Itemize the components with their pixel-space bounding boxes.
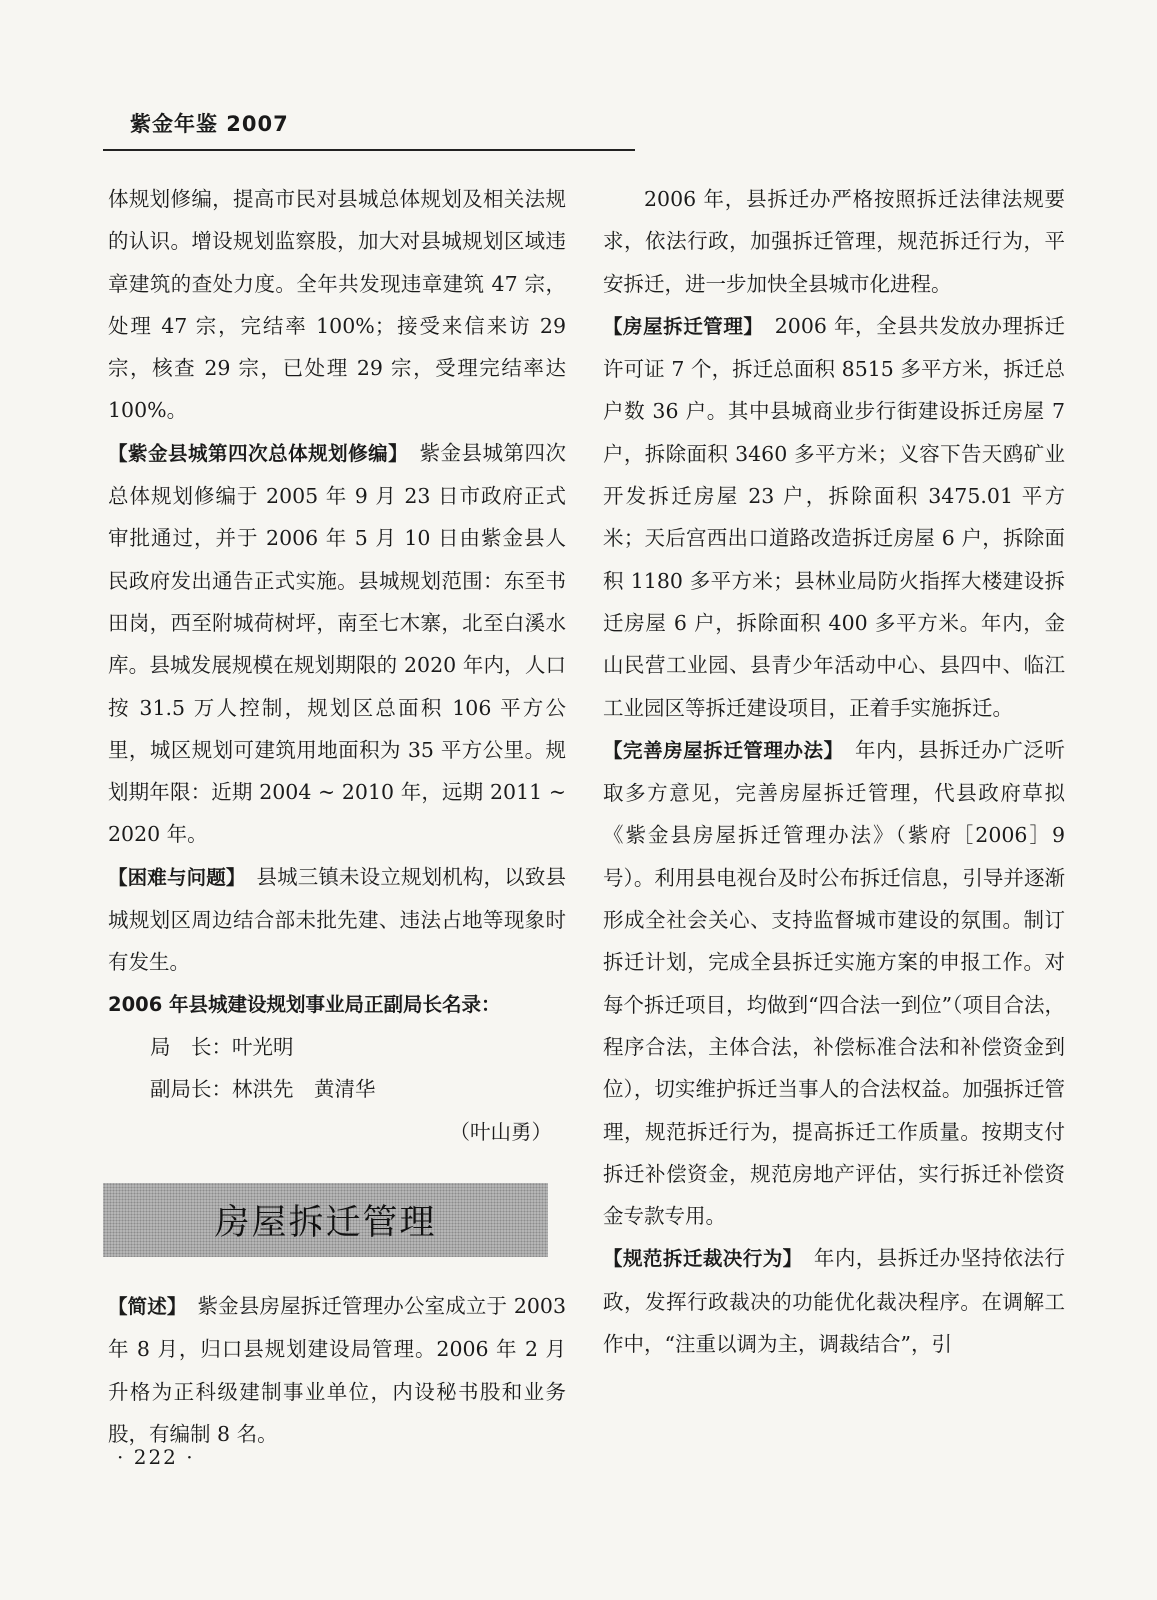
section-body: 紫金县房屋拆迁管理办公室成立于 2003 年 8 月，归口县规划建设局管理。2006 年 2 月升格为正科级建制事业单位，内设秘书股和业务股，有编制 8 名。 [108, 1294, 567, 1446]
section-banner [103, 1183, 548, 1257]
section-body: 2006 年，全县共发放办理拆迁许可证 7 个，拆迁总面积 8515 多平方米，拆迁总户数 36 户。其中县城商业步行街建设拆迁房屋 7 户，拆除面积 3460 多平方米；义容下告天鸥矿业开发拆迁房屋 23 户，拆除面积 3475.01 平方米；天后宫西出口道路改造拆迁房屋 6 户，拆除面积 1180 多平方米；县林业局防火指挥大楼建设拆迁房屋 6 户，拆除面积 400 多平方米。年内，金山民营工业园、县青少年活动中心、县四中、临江工业园区等拆迁建设项目，正着手实施拆迁。 [603, 313, 1065, 720]
left-column-lower [108, 1285, 566, 1455]
right-column [603, 178, 1065, 1365]
right-paragraph-1: 2006 年，县拆迁办严格按照拆迁法律法规要求，依法行政，加强拆迁管理，规范拆迁行为，平安拆迁，进一步加快全县城市化进程。 [603, 187, 1065, 296]
section-heading: 【房屋拆迁管理】 [603, 314, 754, 338]
running-header: 紫金年鉴 2007 [130, 112, 289, 136]
section-heading: 【紫金县城第四次总体规划修编】 [108, 441, 399, 465]
left-paragraph-1: 体规划修编，提高市民对县城总体规划及相关法规的认识。增设规划监察股，加大对县城规划区域违章建筑的查处力度。全年共发现违章建筑 47 宗，处理 47 宗，完结率 100%；接受来信来访 29 宗，核查 29 宗，已处理 29 宗，受理完结率达 100%。 [108, 187, 566, 423]
section-body: 年内，县拆迁办广泛听取多方意见，完善房屋拆迁管理，代县政府草拟《紫金县房屋拆迁管理办法》（紫府［2006］9 号）。利用县电视台及时公布拆迁信息，引导并逐渐形成全社会关心、支持监督城市建设的氛围。制订拆迁计划，完成全县拆迁实施方案的申报工作。对每个拆迁项目，均做到“四合法一到位”（项目合法，程序合法，主体合法，补偿标准合法和补偿资金到位），切实维护拆迁当事人的合法权益。加强拆迁管理，规范拆迁行为，提高拆迁工作质量。按期支付拆迁补偿资金，规范房地产评估，实行拆迁补偿资金专款专用。 [603, 737, 1066, 1229]
section-heading: 【简述】 [108, 1295, 177, 1318]
header-rule [103, 149, 635, 151]
left-paragraph-2 [108, 432, 566, 856]
section-body: 县城三镇未设立规划机构，以致县城规划区周边结合部未批先建、违法占地等现象时有发生。 [108, 864, 566, 975]
section-heading: 【困难与问题】 [108, 865, 236, 889]
author-credit: （叶山勇） [449, 1119, 552, 1144]
section-body: 年内，县拆迁办坚持依法行政，发挥行政裁决的功能优化裁决程序。在调解工作中，“注重以调为主，调裁结合”，引 [603, 1246, 1065, 1357]
deputy-director-names: 副局长：林洪先 黄清华 [150, 1077, 376, 1102]
page-number: · 222 · [117, 1445, 195, 1469]
director-name: 局 长：叶光明 [150, 1034, 294, 1059]
director-list-title: 2006 年县城建设规划事业局正副局长名录： [108, 992, 501, 1016]
left-column [108, 178, 566, 1153]
right-paragraph-2 [603, 305, 1065, 729]
section-banner-title: 房屋拆迁管理 [214, 1203, 437, 1243]
section-heading: 【规范拆迁裁决行为】 [603, 1247, 793, 1271]
left-paragraph-3 [108, 856, 566, 984]
right-paragraph-3 [603, 729, 1065, 1238]
right-paragraph-4 [603, 1237, 1065, 1365]
section-body: 紫金县城第四次总体规划修编于 2005 年 9 月 23 日市政府正式审批通过，并于 2006 年 5 月 10 日由紫金县人民政府发出通告正式实施。县城规划范围：东至书田岗，西至附城荷树坪，南至七木寨，北至白溪水库。县城发展规模在规划期限的 2020 年内，人口按 31.5 万人控制，规划区总面积 106 平方公里，城区规划可建筑用地面积为 35 平方公里。规划期年限：近期 2004 ~ 2010 年，远期 2011 ~ 2020 年。 [108, 440, 567, 847]
left-paragraph-4 [108, 1285, 566, 1455]
section-heading: 【完善房屋拆迁管理办法】 [603, 738, 834, 762]
